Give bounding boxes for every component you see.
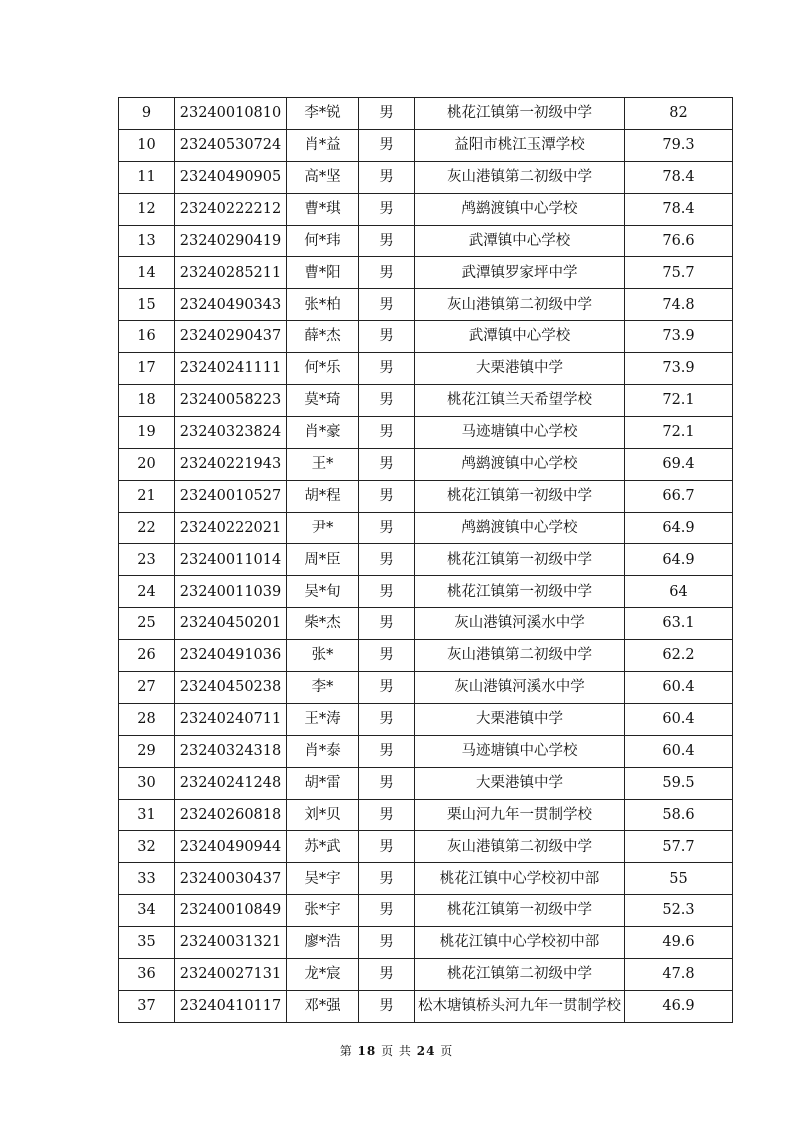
row-number: 22 <box>119 512 175 544</box>
student-name: 龙*宸 <box>287 959 359 991</box>
score-cell: 46.9 <box>625 990 733 1022</box>
table-row <box>119 225 733 257</box>
score-cell: 66.7 <box>625 480 733 512</box>
school-name: 灰山港镇河溪水中学 <box>415 608 625 640</box>
student-name: 张*柏 <box>287 289 359 321</box>
score-cell: 76.6 <box>625 225 733 257</box>
school-name: 桃花江镇第一初级中学 <box>415 98 625 130</box>
row-number: 16 <box>119 321 175 353</box>
score-cell: 79.3 <box>625 129 733 161</box>
table-row <box>119 161 733 193</box>
gender-cell: 男 <box>359 448 415 480</box>
row-number: 17 <box>119 353 175 385</box>
student-name: 王*涛 <box>287 703 359 735</box>
gender-cell: 男 <box>359 703 415 735</box>
school-name: 大栗港镇中学 <box>415 353 625 385</box>
gender-cell: 男 <box>359 480 415 512</box>
candidate-id: 23240450238 <box>175 672 287 704</box>
school-name: 马迹塘镇中心学校 <box>415 416 625 448</box>
footer-middle: 页 共 <box>381 1044 412 1058</box>
candidate-id: 23240530724 <box>175 129 287 161</box>
school-name: 武潭镇中心学校 <box>415 225 625 257</box>
row-number: 24 <box>119 576 175 608</box>
student-name: 苏*武 <box>287 831 359 863</box>
row-number: 12 <box>119 193 175 225</box>
candidate-id: 23240011014 <box>175 544 287 576</box>
score-table <box>118 97 733 1023</box>
candidate-id: 23240221943 <box>175 448 287 480</box>
score-cell: 73.9 <box>625 321 733 353</box>
table-row <box>119 672 733 704</box>
student-name: 曹*琪 <box>287 193 359 225</box>
score-cell: 60.4 <box>625 703 733 735</box>
gender-cell: 男 <box>359 512 415 544</box>
row-number: 19 <box>119 416 175 448</box>
student-name: 胡*程 <box>287 480 359 512</box>
gender-cell: 男 <box>359 385 415 417</box>
student-name: 王* <box>287 448 359 480</box>
score-cell: 62.2 <box>625 640 733 672</box>
student-name: 莫*琦 <box>287 385 359 417</box>
student-name: 刘*贝 <box>287 799 359 831</box>
score-cell: 64.9 <box>625 544 733 576</box>
row-number: 26 <box>119 640 175 672</box>
gender-cell: 男 <box>359 927 415 959</box>
school-name: 桃花江镇兰天希望学校 <box>415 385 625 417</box>
candidate-id: 23240290437 <box>175 321 287 353</box>
gender-cell: 男 <box>359 799 415 831</box>
candidate-id: 23240323824 <box>175 416 287 448</box>
gender-cell: 男 <box>359 416 415 448</box>
score-cell: 57.7 <box>625 831 733 863</box>
footer-suffix: 页 <box>440 1044 454 1058</box>
candidate-id: 23240490343 <box>175 289 287 321</box>
row-number: 14 <box>119 257 175 289</box>
gender-cell: 男 <box>359 831 415 863</box>
student-name: 吴*宇 <box>287 863 359 895</box>
score-cell: 73.9 <box>625 353 733 385</box>
row-number: 20 <box>119 448 175 480</box>
candidate-id: 23240010527 <box>175 480 287 512</box>
table-row <box>119 576 733 608</box>
table-row <box>119 129 733 161</box>
table-row <box>119 321 733 353</box>
student-name: 肖*泰 <box>287 735 359 767</box>
score-cell: 47.8 <box>625 959 733 991</box>
row-number: 34 <box>119 895 175 927</box>
table-row <box>119 703 733 735</box>
candidate-id: 23240241111 <box>175 353 287 385</box>
candidate-id: 23240222021 <box>175 512 287 544</box>
row-number: 29 <box>119 735 175 767</box>
candidate-id: 23240010810 <box>175 98 287 130</box>
table-row <box>119 289 733 321</box>
school-name: 武潭镇罗家坪中学 <box>415 257 625 289</box>
school-name: 灰山港镇第二初级中学 <box>415 640 625 672</box>
school-name: 桃花江镇第一初级中学 <box>415 576 625 608</box>
school-name: 灰山港镇河溪水中学 <box>415 672 625 704</box>
score-cell: 74.8 <box>625 289 733 321</box>
table-row <box>119 735 733 767</box>
school-name: 桃花江镇中心学校初中部 <box>415 927 625 959</box>
gender-cell: 男 <box>359 225 415 257</box>
footer-prefix: 第 <box>339 1044 353 1058</box>
page-footer <box>0 1042 793 1059</box>
candidate-id: 23240010849 <box>175 895 287 927</box>
gender-cell: 男 <box>359 672 415 704</box>
school-name: 灰山港镇第二初级中学 <box>415 831 625 863</box>
gender-cell: 男 <box>359 544 415 576</box>
candidate-id: 23240410117 <box>175 990 287 1022</box>
student-name: 柴*杰 <box>287 608 359 640</box>
table-row <box>119 608 733 640</box>
school-name: 桃花江镇第一初级中学 <box>415 480 625 512</box>
school-name: 桃花江镇第一初级中学 <box>415 544 625 576</box>
student-name: 尹* <box>287 512 359 544</box>
gender-cell: 男 <box>359 863 415 895</box>
gender-cell: 男 <box>359 353 415 385</box>
school-name: 大栗港镇中学 <box>415 767 625 799</box>
student-name: 曹*阳 <box>287 257 359 289</box>
table-row <box>119 927 733 959</box>
school-name: 桃花江镇第二初级中学 <box>415 959 625 991</box>
table-row <box>119 98 733 130</box>
gender-cell: 男 <box>359 895 415 927</box>
row-number: 10 <box>119 129 175 161</box>
candidate-id: 23240491036 <box>175 640 287 672</box>
candidate-id: 23240027131 <box>175 959 287 991</box>
score-cell: 64 <box>625 576 733 608</box>
table-row <box>119 480 733 512</box>
candidate-id: 23240490905 <box>175 161 287 193</box>
school-name: 鸬鹚渡镇中心学校 <box>415 512 625 544</box>
candidate-id: 23240260818 <box>175 799 287 831</box>
school-name: 鸬鹚渡镇中心学校 <box>415 193 625 225</box>
student-name: 肖*益 <box>287 129 359 161</box>
gender-cell: 男 <box>359 608 415 640</box>
current-page-number: 18 <box>357 1044 377 1058</box>
score-cell: 72.1 <box>625 385 733 417</box>
score-cell: 52.3 <box>625 895 733 927</box>
table-row <box>119 895 733 927</box>
candidate-id: 23240222212 <box>175 193 287 225</box>
gender-cell: 男 <box>359 767 415 799</box>
gender-cell: 男 <box>359 576 415 608</box>
score-cell: 72.1 <box>625 416 733 448</box>
candidate-id: 23240240711 <box>175 703 287 735</box>
school-name: 桃花江镇中心学校初中部 <box>415 863 625 895</box>
row-number: 37 <box>119 990 175 1022</box>
candidate-id: 23240490944 <box>175 831 287 863</box>
table-row <box>119 353 733 385</box>
score-cell: 59.5 <box>625 767 733 799</box>
candidate-id: 23240241248 <box>175 767 287 799</box>
row-number: 9 <box>119 98 175 130</box>
student-name: 张*宇 <box>287 895 359 927</box>
row-number: 27 <box>119 672 175 704</box>
student-name: 李*锐 <box>287 98 359 130</box>
student-name: 何*乐 <box>287 353 359 385</box>
student-name: 薛*杰 <box>287 321 359 353</box>
school-name: 鸬鹚渡镇中心学校 <box>415 448 625 480</box>
row-number: 36 <box>119 959 175 991</box>
table-row <box>119 990 733 1022</box>
score-cell: 49.6 <box>625 927 733 959</box>
school-name: 桃花江镇第一初级中学 <box>415 895 625 927</box>
row-number: 15 <box>119 289 175 321</box>
candidate-id: 23240031321 <box>175 927 287 959</box>
student-name: 何*玮 <box>287 225 359 257</box>
gender-cell: 男 <box>359 257 415 289</box>
score-cell: 55 <box>625 863 733 895</box>
student-name: 李* <box>287 672 359 704</box>
gender-cell: 男 <box>359 735 415 767</box>
score-cell: 58.6 <box>625 799 733 831</box>
candidate-id: 23240324318 <box>175 735 287 767</box>
student-name: 廖*浩 <box>287 927 359 959</box>
student-name: 邓*强 <box>287 990 359 1022</box>
score-table-body <box>119 98 733 1023</box>
school-name: 灰山港镇第二初级中学 <box>415 161 625 193</box>
gender-cell: 男 <box>359 129 415 161</box>
table-row <box>119 863 733 895</box>
table-row <box>119 544 733 576</box>
student-name: 胡*雷 <box>287 767 359 799</box>
row-number: 21 <box>119 480 175 512</box>
total-pages-number: 24 <box>416 1044 436 1058</box>
table-row <box>119 767 733 799</box>
row-number: 33 <box>119 863 175 895</box>
score-cell: 75.7 <box>625 257 733 289</box>
row-number: 30 <box>119 767 175 799</box>
candidate-id: 23240450201 <box>175 608 287 640</box>
table-row <box>119 831 733 863</box>
table-row <box>119 448 733 480</box>
candidate-id: 23240285211 <box>175 257 287 289</box>
score-cell: 78.4 <box>625 193 733 225</box>
row-number: 31 <box>119 799 175 831</box>
table-row <box>119 640 733 672</box>
school-name: 益阳市桃江玉潭学校 <box>415 129 625 161</box>
school-name: 武潭镇中心学校 <box>415 321 625 353</box>
row-number: 11 <box>119 161 175 193</box>
candidate-id: 23240011039 <box>175 576 287 608</box>
table-row <box>119 385 733 417</box>
candidate-id: 23240290419 <box>175 225 287 257</box>
score-cell: 60.4 <box>625 672 733 704</box>
row-number: 13 <box>119 225 175 257</box>
table-row <box>119 257 733 289</box>
table-row <box>119 799 733 831</box>
table-row <box>119 512 733 544</box>
score-cell: 82 <box>625 98 733 130</box>
score-cell: 69.4 <box>625 448 733 480</box>
candidate-id: 23240030437 <box>175 863 287 895</box>
row-number: 25 <box>119 608 175 640</box>
student-name: 张* <box>287 640 359 672</box>
score-cell: 78.4 <box>625 161 733 193</box>
row-number: 28 <box>119 703 175 735</box>
school-name: 灰山港镇第二初级中学 <box>415 289 625 321</box>
student-name: 周*臣 <box>287 544 359 576</box>
score-cell: 60.4 <box>625 735 733 767</box>
gender-cell: 男 <box>359 161 415 193</box>
row-number: 35 <box>119 927 175 959</box>
school-name: 马迹塘镇中心学校 <box>415 735 625 767</box>
school-name: 大栗港镇中学 <box>415 703 625 735</box>
row-number: 23 <box>119 544 175 576</box>
gender-cell: 男 <box>359 289 415 321</box>
student-name: 吴*旬 <box>287 576 359 608</box>
school-name: 栗山河九年一贯制学校 <box>415 799 625 831</box>
row-number: 18 <box>119 385 175 417</box>
table-row <box>119 416 733 448</box>
gender-cell: 男 <box>359 321 415 353</box>
candidate-id: 23240058223 <box>175 385 287 417</box>
row-number: 32 <box>119 831 175 863</box>
gender-cell: 男 <box>359 98 415 130</box>
table-row <box>119 193 733 225</box>
gender-cell: 男 <box>359 640 415 672</box>
student-name: 肖*豪 <box>287 416 359 448</box>
gender-cell: 男 <box>359 193 415 225</box>
table-row <box>119 959 733 991</box>
gender-cell: 男 <box>359 959 415 991</box>
score-cell: 64.9 <box>625 512 733 544</box>
school-name: 松木塘镇桥头河九年一贯制学校 <box>415 990 625 1022</box>
gender-cell: 男 <box>359 990 415 1022</box>
score-cell: 63.1 <box>625 608 733 640</box>
student-name: 高*坚 <box>287 161 359 193</box>
